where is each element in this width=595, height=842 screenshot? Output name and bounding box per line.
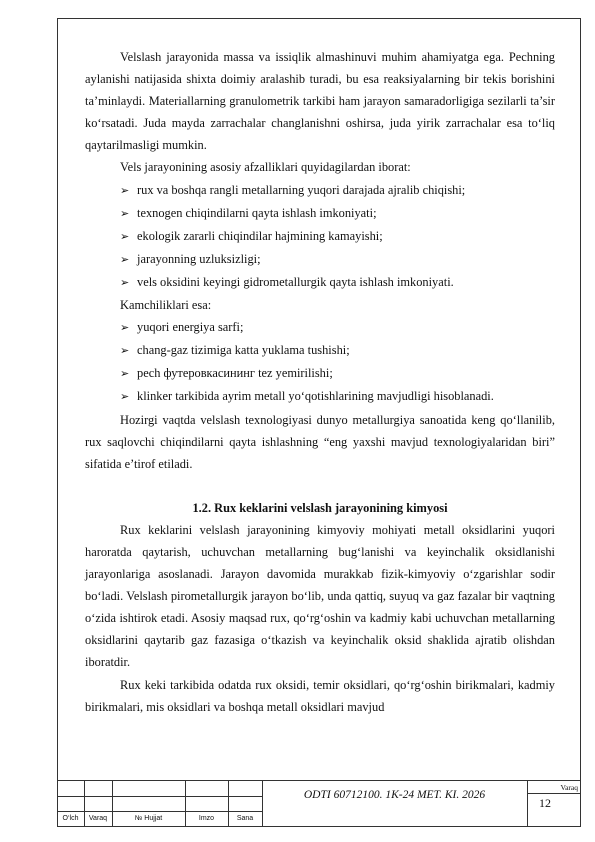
list-item: ➢ jarayonning uzluksizligi; bbox=[85, 248, 555, 271]
document-code: ODTI 60712100. 1K-24 MET. KI. 2026 bbox=[303, 789, 486, 801]
sheet-label: Varaq bbox=[560, 783, 578, 792]
paragraph-cake-composition: Rux keki tarkibida odatda rux oksidi, temir oksidlari, qo‘rg‘oshin birikmalari, kadmiy birikmalari, mis oksidlari va boshqa metall oksidlari mavjud bbox=[85, 677, 555, 714]
arrow-bullet-icon: ➢ bbox=[120, 322, 130, 335]
title-block bbox=[57, 780, 581, 827]
arrow-bullet-icon: ➢ bbox=[120, 391, 130, 404]
arrow-bullet-icon: ➢ bbox=[120, 276, 130, 289]
sheet-number: 12 bbox=[539, 796, 551, 810]
list-item: ➢ vels oksidini keyingi gidrometallurgik qayta ishlash imkoniyati. bbox=[85, 271, 555, 294]
list-item: ➢ texnogen chiqindilarni qayta ishlash imkoniyati; bbox=[85, 202, 555, 225]
paragraph-chemistry: Rux keklarini velslash jarayonining kimyoviy mohiyati metall oksidlarini yuqori haroratda qaytarish, uchuvchan metallarning bug‘lanishi va keyinchalik oksidlanishi jarayonlariga asoslanadi. Jarayon davomida murakkab fizik-kimyoviy o‘zgarishlar sodir bo‘ladi. Velslash pirometallurgik jarayon bo‘lib, unda qattiq, suyuq va gaz fazalar bir vaqtning o‘zida ishtirok etadi. Asosiy maqsad rux, qo‘rg‘oshin va kadmiy kabi uchuvchan metallarning oksidlarini qaytarib gaz fazasiga o‘tkazish va keyinchalik oksid shaklida ajratib olishdan iboratdir. bbox=[85, 522, 555, 670]
list-item: ➢ klinker tarkibida ayrim metall yo‘qotishlarining mavjudligi hisoblanadi. bbox=[85, 385, 555, 408]
arrow-bullet-icon: ➢ bbox=[120, 207, 130, 220]
advantages-list bbox=[85, 179, 555, 294]
document-body bbox=[85, 46, 555, 718]
paragraph-modern-use: Hozirgi vaqtda velslash texnologiyasi dunyo metallurgiya sanoatida keng qo‘llanilib, rux saqlovchi chiqindilarni qayta ishlashning “eng yaxshi mavjud texnologiyalaridan biri” sifatida e’tirof etiladi. bbox=[85, 412, 555, 471]
arrow-bullet-icon: ➢ bbox=[120, 345, 130, 358]
col-hujjat-label: № Hujjat bbox=[134, 815, 163, 822]
col-imzo-label: Imzo bbox=[198, 815, 215, 822]
arrow-bullet-icon: ➢ bbox=[120, 253, 130, 266]
arrow-bullet-icon: ➢ bbox=[120, 230, 130, 243]
advantages-intro: Vels jarayonining asosiy afzalliklari quyidagilardan iborat: bbox=[120, 160, 411, 175]
disadvantages-intro: Kamchiliklari esa: bbox=[120, 298, 212, 313]
list-item: ➢ rux va boshqa rangli metallarning yuqori darajada ajralib chiqishi; bbox=[85, 179, 555, 202]
col-sana-label: Sana bbox=[236, 815, 254, 822]
arrow-bullet-icon: ➢ bbox=[120, 184, 130, 197]
col-olch-label: O‘lch bbox=[62, 815, 79, 822]
list-item: ➢ pech футеровкасининг tez yemirilishi; bbox=[85, 362, 555, 385]
list-item: ➢ ekologik zararli chiqindilar hajmining kamayishi; bbox=[85, 225, 555, 248]
arrow-bullet-icon: ➢ bbox=[120, 368, 130, 381]
section-heading: 1.2. Rux keklarini velslash jarayonining kimyosi bbox=[192, 500, 448, 515]
col-varaq-label: Varaq bbox=[88, 815, 108, 822]
list-item: ➢ yuqori energiya sarfi; bbox=[85, 316, 555, 339]
disadvantages-list bbox=[85, 316, 555, 408]
paragraph-mass-transfer: Velslash jarayonida massa va issiqlik almashinuvi muhim ahamiyatga ega. Pechning aylanishi natijasida shixta doimiy aralashib turadi, bu esa reaksiyalarning bir tekis borishini ta’minlaydi. Materiallarning granulometrik tarkibi ham jarayon samaradorligiga sezilarli ta’sir ko‘rsatadi. Juda mayda zarrachalar changlanishni oshirsa, juda yirik zarrachalar esa to‘liq qaytarilmasligi mumkin. bbox=[85, 50, 555, 153]
list-item: ➢ chang-gaz tizimiga katta yuklama tushishi; bbox=[85, 339, 555, 362]
